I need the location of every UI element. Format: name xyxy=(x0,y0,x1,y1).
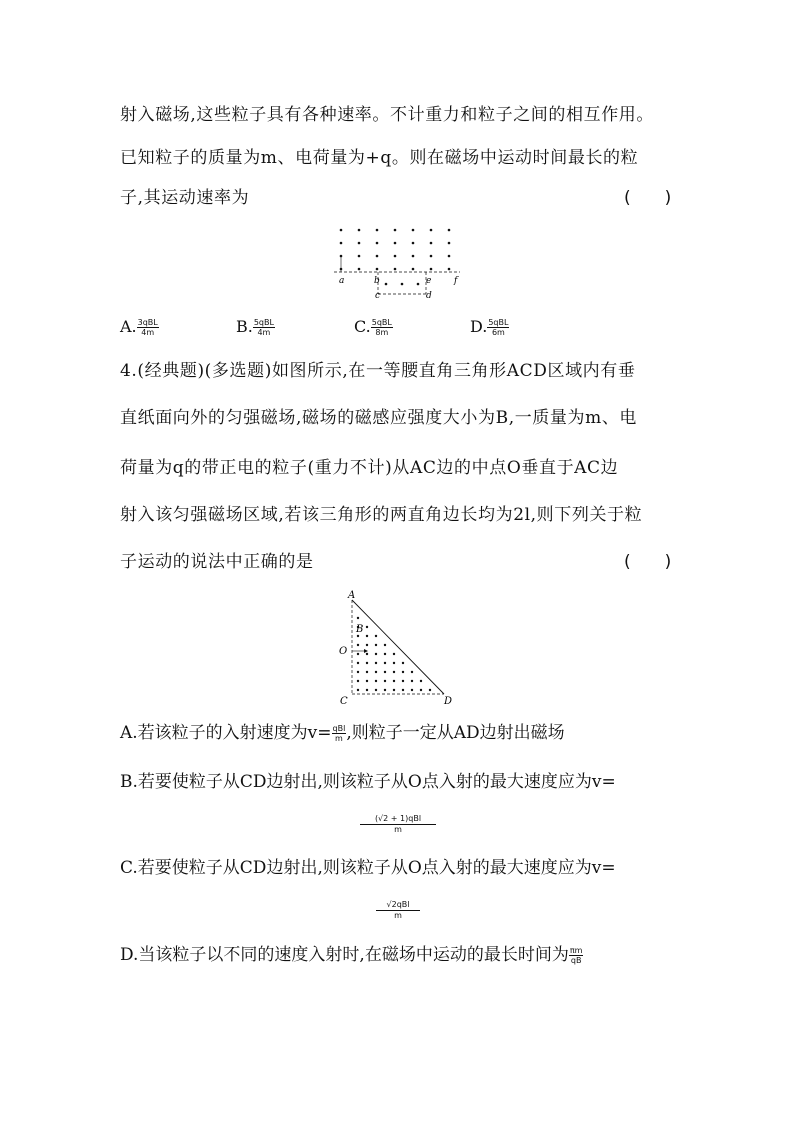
field-dot xyxy=(376,268,379,271)
q4-option-c-fraction: √2qBl m xyxy=(376,900,420,921)
field-dot xyxy=(375,680,377,682)
field-dot xyxy=(412,242,415,245)
field-dot xyxy=(384,662,386,664)
field-dot xyxy=(366,626,368,628)
field-dot xyxy=(393,671,395,673)
field-dot xyxy=(394,229,397,232)
q4-line-1: 4.(经典题)(多选题)如图所示,在一等腰直角三角形ACD区域内有垂 xyxy=(120,361,636,381)
field-dot xyxy=(358,242,361,245)
field-dot xyxy=(448,229,451,232)
field-dot xyxy=(340,229,343,232)
q4-line-5: 子运动的说法中正确的是 xyxy=(120,552,314,572)
field-dot xyxy=(375,662,377,664)
field-dot xyxy=(402,662,404,664)
field-dot xyxy=(412,229,415,232)
q3-option-c[interactable]: C. $\frac{\text{5qBL}}{8m}$ xyxy=(354,317,392,337)
field-dot xyxy=(420,689,422,691)
field-dot xyxy=(358,268,361,271)
label-D: D xyxy=(444,696,453,707)
field-dot xyxy=(430,242,433,245)
field-dot xyxy=(448,255,451,258)
field-dot xyxy=(393,662,395,664)
field-dot xyxy=(366,644,368,646)
label-e: e xyxy=(426,276,432,286)
label-a: a xyxy=(339,276,345,286)
q4-triangle-diagram xyxy=(334,588,464,710)
fraction: $\frac{\text{5qBL}}{4m}$ xyxy=(253,318,274,337)
field-dot xyxy=(376,229,379,232)
field-dots xyxy=(357,617,431,691)
field-dot xyxy=(417,283,420,286)
q4-option-c[interactable]: C.若要使粒子从CD边射出,则该粒子从O点入射的最大速度应为v= xyxy=(120,858,616,878)
field-dot xyxy=(384,671,386,673)
field-dot xyxy=(366,680,368,682)
field-dot xyxy=(384,689,386,691)
field-dot xyxy=(366,662,368,664)
field-dot xyxy=(357,635,359,637)
field-dot xyxy=(340,242,343,245)
q3-line-3: 子,其运动速率为 xyxy=(120,188,250,208)
field-dot xyxy=(366,671,368,673)
field-dot xyxy=(401,283,404,286)
field-dot xyxy=(394,268,397,271)
field-dot xyxy=(393,680,395,682)
fraction: $\frac{\text{5qBL}}{6m}$ xyxy=(488,318,509,337)
field-dot xyxy=(358,255,361,258)
field-dot xyxy=(394,255,397,258)
label-f: f xyxy=(454,276,458,286)
q3-answer-parentheses: ( ) xyxy=(624,188,672,208)
field-dot xyxy=(412,268,415,271)
field-dot xyxy=(402,680,404,682)
field-dot xyxy=(412,255,415,258)
field-dot xyxy=(394,242,397,245)
field-dot xyxy=(384,680,386,682)
field-dot xyxy=(357,680,359,682)
field-dot xyxy=(411,689,413,691)
field-dot xyxy=(430,229,433,232)
field-dot xyxy=(411,680,413,682)
label-c: c xyxy=(375,291,381,301)
q4-option-b-fraction: (√2 + 1)qBl m xyxy=(360,814,436,835)
q4-line-3: 荷量为q的带正电的粒子(重力不计)从AC边的中点O垂直于AC边 xyxy=(120,458,619,478)
field-dot xyxy=(375,644,377,646)
field-dot xyxy=(375,689,377,691)
field-dot xyxy=(384,653,386,655)
q3-line-2: 已知粒子的质量为m、电荷量为+q。则在磁场中运动时间最长的粒 xyxy=(120,148,639,168)
field-dot xyxy=(366,635,368,637)
q3-field-diagram xyxy=(330,222,470,302)
field-dot xyxy=(420,680,422,682)
field-dot xyxy=(357,617,359,619)
q4-answer-parentheses: ( ) xyxy=(624,552,672,572)
field-dot xyxy=(384,644,386,646)
label-d: d xyxy=(426,291,432,301)
side-AD xyxy=(352,600,444,694)
arrowhead xyxy=(364,649,368,653)
field-dot xyxy=(376,255,379,258)
field-dot xyxy=(448,268,451,271)
field-dot xyxy=(411,671,413,673)
q3-option-d[interactable]: D. $\frac{\text{5qBL}}{6m}$ xyxy=(470,317,509,337)
field-dot xyxy=(393,653,395,655)
field-dot xyxy=(375,671,377,673)
field-dot xyxy=(357,689,359,691)
q4-option-b[interactable]: B.若要使粒子从CD边射出,则该粒子从O点入射的最大速度应为v= xyxy=(120,772,616,792)
field-dot xyxy=(357,671,359,673)
field-dot xyxy=(366,689,368,691)
q3-line-1: 射入磁场,这些粒子具有各种速率。不计重力和粒子之间的相互作用。 xyxy=(120,105,655,125)
fraction: $\frac{\pi m}{qB}$ xyxy=(569,946,583,965)
q4-line-4: 射入该匀强磁场区域,若该三角形的两直角边长均为2l,则下列关于粒 xyxy=(120,505,643,525)
field-dot xyxy=(357,644,359,646)
label-C: C xyxy=(340,696,348,707)
field-dot xyxy=(375,635,377,637)
fraction: $\frac{\text{5qBL}}{8m}$ xyxy=(371,318,392,337)
field-dot xyxy=(429,689,431,691)
label-A: A xyxy=(348,590,356,601)
field-dot xyxy=(430,255,433,258)
field-dot xyxy=(385,283,388,286)
fraction: $\frac{\text{qBl}}{m}$ xyxy=(332,724,346,743)
field-dot xyxy=(376,242,379,245)
field-dot xyxy=(393,689,395,691)
field-dot xyxy=(357,662,359,664)
field-dot xyxy=(430,268,433,271)
label-O: O xyxy=(339,646,348,657)
fraction: $\frac{\text{3qBL}}{4m}$ xyxy=(137,318,158,337)
q3-option-a[interactable]: A. $\frac{\text{3qBL}}{4m}$ xyxy=(120,317,158,337)
field-dot xyxy=(448,242,451,245)
field-dot xyxy=(357,653,359,655)
field-dot xyxy=(402,671,404,673)
field-dot xyxy=(358,229,361,232)
q4-line-2: 直纸面向外的匀强磁场,磁场的磁感应强度大小为B,一质量为m、电 xyxy=(120,408,638,428)
q4-option-a[interactable]: A.若该粒子的入射速度为v= $\frac{\text{qBl}}{m}$ ,则粒子一定从AD边射出磁场 xyxy=(120,723,565,743)
field-dot xyxy=(402,689,404,691)
field-dot xyxy=(366,653,368,655)
field-dots xyxy=(340,229,451,286)
field-dot xyxy=(375,653,377,655)
label-b: b xyxy=(374,276,380,286)
q3-option-b[interactable]: B. $\frac{\text{5qBL}}{4m}$ xyxy=(236,317,274,337)
label-B: B xyxy=(356,624,364,635)
q4-option-d[interactable]: D.当该粒子以不同的速度入射时,在磁场中运动的最长时间为 $\frac{\pi m}{qB}$ xyxy=(120,945,583,965)
